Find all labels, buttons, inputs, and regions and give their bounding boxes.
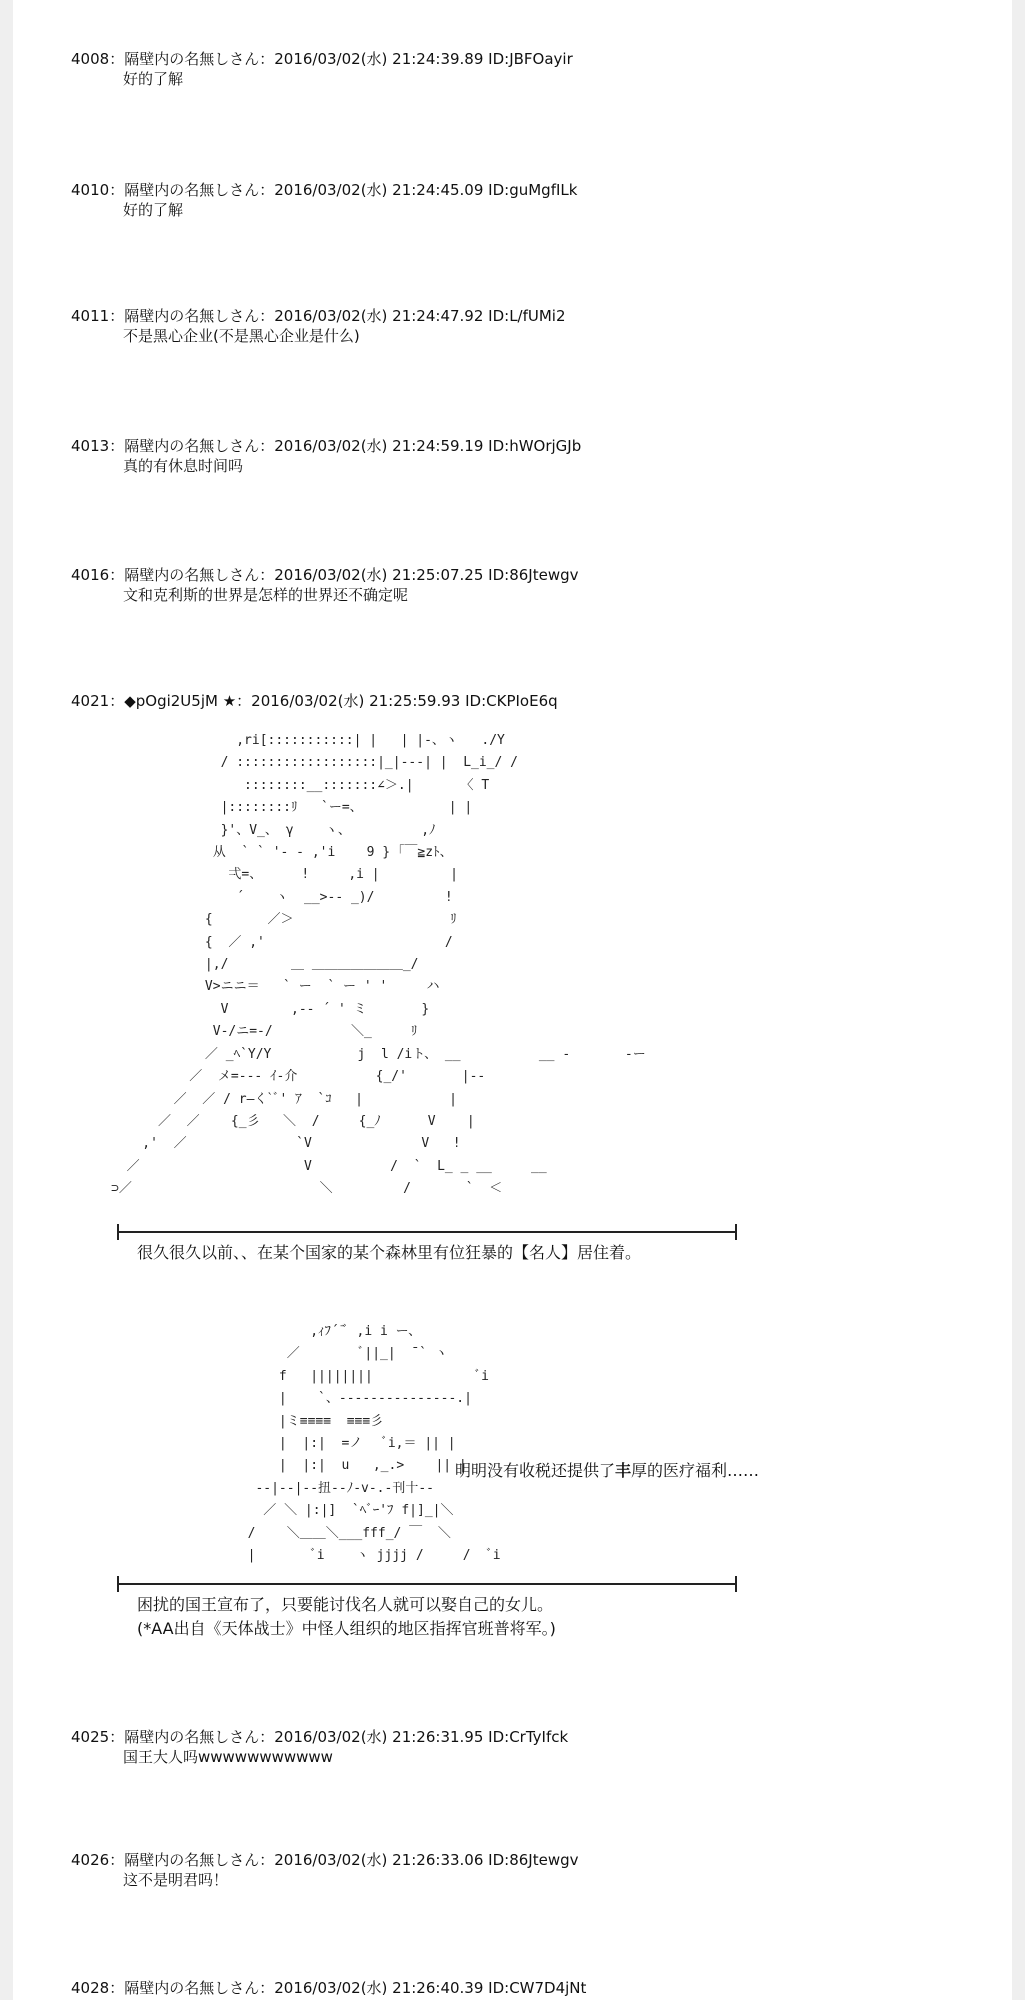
post-body: 国王大人吗wwwwwwwwwww	[123, 1748, 333, 1766]
ascii-art-king: ,ｨﾌ´ ̄ﾞ ,i i ー、 ／ ﾞ||_| ̄ ` ヽ f |||||||| ﾞi | `、---------------.| |ミ≡≡≡≡ ≡≡≡彡 | |:| =ノ ﾞi,＝ || | | |:| u ,_.> || | --|--|--扭--ﾉ-v-.-刊十-- ／ ＼ |:|] `ﾍﾞｰ'ﾌ f|]_|＼ / ＼＿＿＼___fff_/ ￣ ＼ | ﾞi ヽ jjjj / / ﾞi	[247, 1324, 501, 1564]
post-header: 4008：隔壁内の名無しさん：2016/03/02(水) 21:24:39.89 ID:JBFOayir	[71, 50, 573, 68]
post-number[interactable]: 4028	[71, 1979, 110, 1997]
poster-name: 隔壁内の名無しさん	[124, 50, 260, 68]
post-header: 4026：隔壁内の名無しさん：2016/03/02(水) 21:26:33.06 ID:86Jtewgv	[71, 1851, 579, 1869]
post-date: 2016/03/02(水) 21:26:33.06	[274, 1851, 484, 1869]
poster-id[interactable]: ID:guMgfILk	[488, 181, 578, 199]
post	[71, 691, 558, 711]
post	[71, 180, 577, 220]
poster-id[interactable]: ID:hWOrjGJb	[488, 437, 582, 455]
post-date: 2016/03/02(水) 21:26:31.95	[274, 1728, 484, 1746]
post-body: 文和克利斯的世界是怎样的世界还不确定呢	[123, 586, 409, 604]
poster-name: 隔壁内の名無しさん	[124, 181, 260, 199]
post-number[interactable]: 4026	[71, 1851, 110, 1869]
post-date: 2016/03/02(水) 21:24:45.09	[274, 181, 484, 199]
post	[71, 565, 579, 605]
poster-id[interactable]: ID:CW7D4jNt	[488, 1979, 587, 1997]
poster-name: 隔壁内の名無しさん	[124, 437, 260, 455]
poster-name: 隔壁内の名無しさん	[124, 1728, 260, 1746]
page	[13, 0, 1012, 2000]
post	[71, 1850, 579, 1890]
post-number[interactable]: 4016	[71, 566, 110, 584]
post-number[interactable]: 4011	[71, 307, 110, 325]
ascii-art-mascot: ,ri[:::::::::::| | | |-、ヽ ./Y / ::::::::::::::::::|_|---| | L_i_/ / ::::::::__:::::::∠＞.| 〈 T |::::::::ﾘ `ー=、 | | }'、V_、 γ ヽ、 ,ﾉ 从 ` ` '- - ,'i 9 } ｢￣≧zﾄ、 弌=、 ! ,i | | ´ ヽ __>-- _)/ ! { ／＞ ﾘ { ／ ,' / |,/ ＿ ＿＿＿＿＿＿＿_/ V>ニニ＝ ` ー ` ー ' ' ハ V ,-- ´ ' ミ } V-/ニ=-/ ＼_ ﾘ ／ _ﾍ`Y/Y j l /iト、 __ __ - -ー ／ メ=--- ｲ-介 {_/' |-- ／ ／ / r―く`ﾞ' ｱ `ｺ | | ／ ／ {_彡 ＼ / {_ﾉ V | ,' ／ `V V ! ／ V / ` L_ _ __ __ ⊃／ ＼ / ` ＜	[111, 733, 646, 1197]
post-number[interactable]: 4021	[71, 692, 110, 710]
post-header: 4021：◆pOgi2U5jM ★：2016/03/02(水) 21:25:59.93 ID:CKPIoE6q	[71, 692, 558, 710]
post-date: 2016/03/02(水) 21:24:47.92	[274, 307, 484, 325]
post	[71, 306, 566, 346]
poster-id[interactable]: ID:CrTyIfck	[488, 1728, 569, 1746]
post-number[interactable]: 4008	[71, 50, 110, 68]
post	[71, 1978, 586, 1998]
post-date: 2016/03/02(水) 21:25:59.93	[251, 692, 461, 710]
post-header: 4028：隔壁内の名無しさん：2016/03/02(水) 21:26:40.39 ID:CW7D4jNt	[71, 1979, 587, 1997]
post-header: 4016：隔壁内の名無しさん：2016/03/02(水) 21:25:07.25 ID:86Jtewgv	[71, 566, 579, 584]
post-number[interactable]: 4013	[71, 437, 110, 455]
divider	[117, 1583, 737, 1585]
poster-id[interactable]: ID:L/fUMi2	[488, 307, 566, 325]
post	[71, 49, 573, 89]
poster-id[interactable]: ID:CKPIoE6q	[465, 692, 558, 710]
footnote: (*AA出自《天体战士》中怪人组织的地区指挥官班普将军。)	[137, 1619, 556, 1638]
post-header: 4013：隔壁内の名無しさん：2016/03/02(水) 21:24:59.19 ID:hWOrjGJb	[71, 437, 582, 455]
poster-name: 隔壁内の名無しさん	[124, 307, 260, 325]
poster-name: 隔壁内の名無しさん	[124, 1979, 260, 1997]
poster-id[interactable]: ID:86Jtewgv	[488, 566, 579, 584]
poster-name: 隔壁内の名無しさん	[124, 1851, 260, 1869]
poster-id[interactable]: ID:86Jtewgv	[488, 1851, 579, 1869]
poster-name: 隔壁内の名無しさん	[124, 566, 260, 584]
post-header: 4025：隔壁内の名無しさん：2016/03/02(水) 21:26:31.95 ID:CrTyIfck	[71, 1728, 569, 1746]
post-header: 4011：隔壁内の名無しさん：2016/03/02(水) 21:24:47.92 ID:L/fUMi2	[71, 307, 566, 325]
post-date: 2016/03/02(水) 21:24:39.89	[274, 50, 484, 68]
post-body: 不是黑心企业(不是黑心企业是什么)	[123, 327, 360, 345]
side-caption: 明明没有收税还提供了丰厚的医疗福利……	[455, 1461, 760, 1480]
post	[71, 436, 581, 476]
post-number[interactable]: 4025	[71, 1728, 110, 1746]
post-date: 2016/03/02(水) 21:25:07.25	[274, 566, 484, 584]
divider	[117, 1231, 737, 1233]
post-date: 2016/03/02(水) 21:24:59.19	[274, 437, 484, 455]
poster-name: ◆pOgi2U5jM ★	[124, 692, 237, 710]
post-body: 好的了解	[123, 70, 184, 88]
narration: 很久很久以前、、在某个国家的某个森林里有位狂暴的【名人】居住着。	[137, 1243, 642, 1262]
poster-id[interactable]: ID:JBFOayir	[488, 50, 573, 68]
post-body: 好的了解	[123, 201, 184, 219]
post-date: 2016/03/02(水) 21:26:40.39	[274, 1979, 484, 1997]
post-body: 真的有休息时间吗	[123, 457, 244, 475]
post-header: 4010：隔壁内の名無しさん：2016/03/02(水) 21:24:45.09 ID:guMgfILk	[71, 181, 578, 199]
narration: 困扰的国王宣布了，只要能讨伐名人就可以娶自己的女儿。	[137, 1595, 554, 1614]
post-number[interactable]: 4010	[71, 181, 110, 199]
post	[71, 1727, 568, 1767]
post-body: 这不是明君吗！	[123, 1871, 229, 1889]
